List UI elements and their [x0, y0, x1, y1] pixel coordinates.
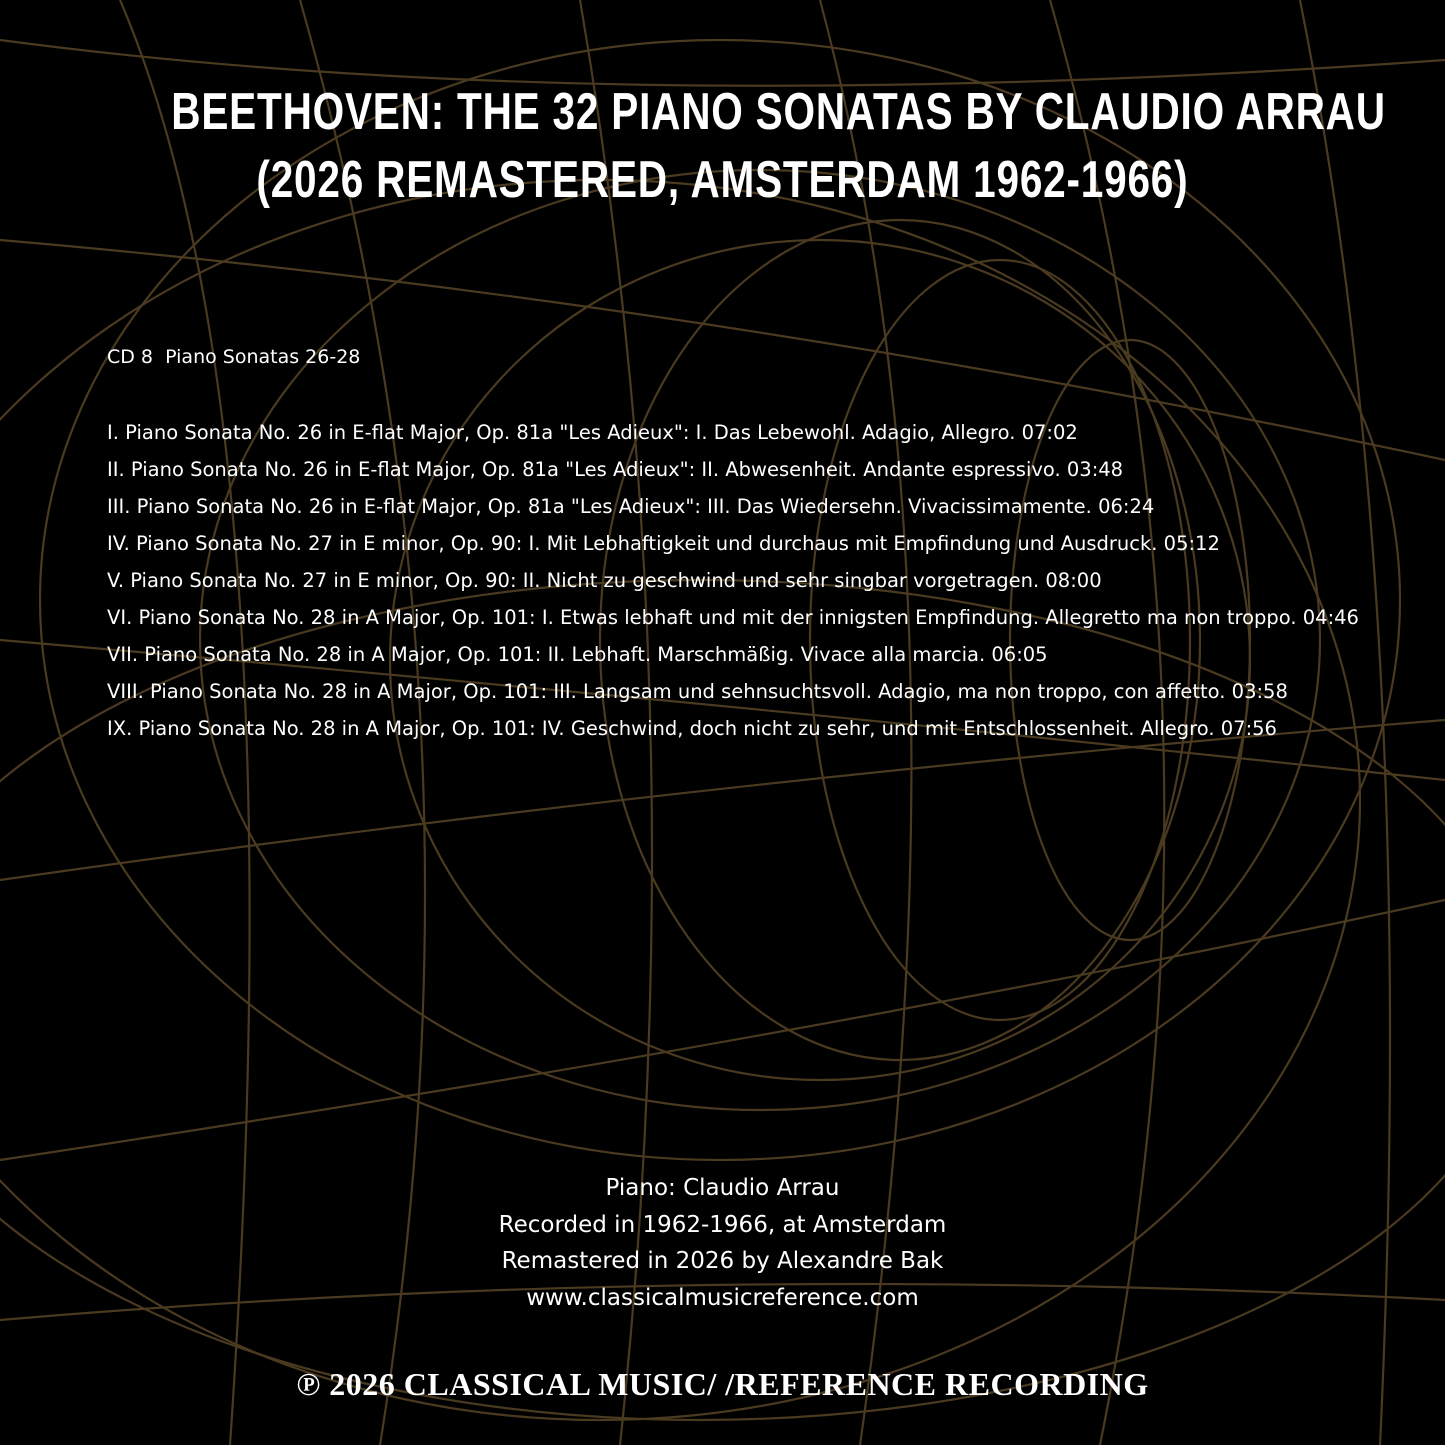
track-item: VIII. Piano Sonata No. 28 in A Major, Op. 101: III. Langsam und sehnsuchtsvoll. Adagio, ma non troppo, con affetto. 03:58 — [107, 680, 1288, 703]
track-item: VII. Piano Sonata No. 28 in A Major, Op. 101: II. Lebhaft. Marschmäßig. Vivace alla marcia. 06:05 — [107, 643, 1048, 666]
track-item: I. Piano Sonata No. 26 in E-flat Major, Op. 81a "Les Adieux": I. Das Lebewohl. Adagio, Allegro. 07:02 — [107, 421, 1078, 444]
track-item: V. Piano Sonata No. 27 in E minor, Op. 90: II. Nicht zu geschwind und sehr singbar vorgetragen. 08:00 — [107, 569, 1102, 592]
cd-label: CD 8 Piano Sonatas 26-28 — [107, 346, 361, 368]
track-item: III. Piano Sonata No. 26 in E-flat Major, Op. 81a "Les Adieux": III. Das Wiedersehn. Vivacissimamente. 06:24 — [107, 495, 1155, 518]
credit-website: www.classicalmusicreference.com — [526, 1284, 919, 1311]
track-item: IX. Piano Sonata No. 28 in A Major, Op. 101: IV. Geschwind, doch nicht zu sehr, und mit Entschlossenheit. Allegro. 07:56 — [107, 717, 1277, 740]
credits — [0, 1170, 1445, 1316]
track-item: VI. Piano Sonata No. 28 in A Major, Op. 101: I. Etwas lebhaft und mit der innigsten Empfindung. Allegretto ma non troppo. 04:46 — [107, 606, 1359, 629]
credit-performer: Piano: Claudio Arrau — [605, 1175, 840, 1201]
credit-recording: Recorded in 1962-1966, at Amsterdam — [498, 1211, 947, 1238]
copyright-footer: ℗ 2026 CLASSICAL MUSIC/ /REFERENCE RECORDING — [296, 1366, 1149, 1402]
track-item: IV. Piano Sonata No. 27 in E minor, Op. 90: I. Mit Lebhaftigkeit und durchaus mit Empfindung und Ausdruck. 05:12 — [107, 532, 1220, 555]
album-title-line-1: BEETHOVEN: THE 32 PIANO SONATAS BY CLAUDIO ARRAU — [171, 83, 1386, 141]
track-list — [107, 420, 1359, 753]
credit-remaster: Remastered in 2026 by Alexandre Bak — [501, 1248, 944, 1274]
track-item: II. Piano Sonata No. 26 in E-flat Major, Op. 81a "Les Adieux": II. Abwesenheit. Andante espressivo. 03:48 — [107, 458, 1124, 481]
album-title-line-2: (2026 REMASTERED, AMSTERDAM 1962-1966) — [256, 151, 1189, 209]
